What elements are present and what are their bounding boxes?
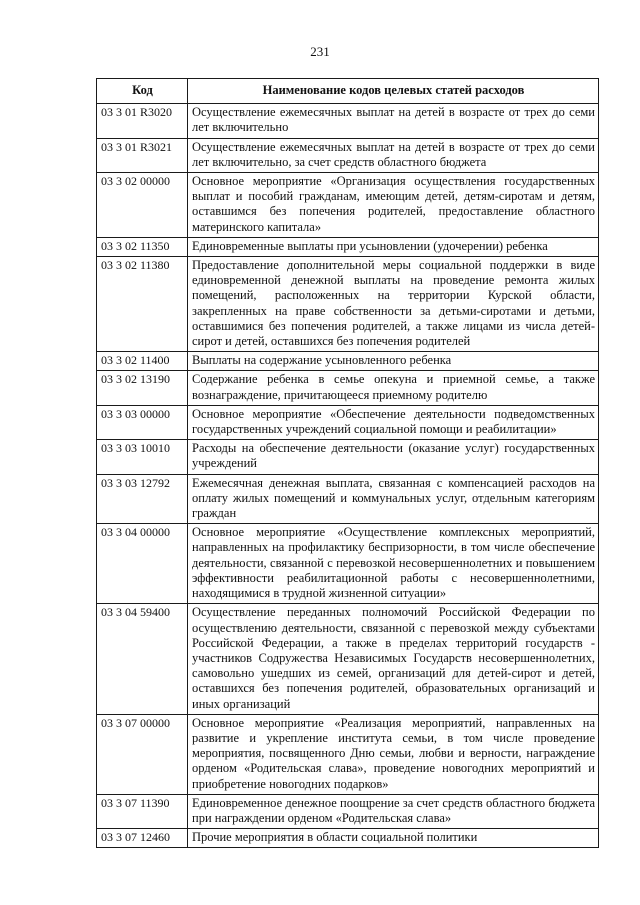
table-row [97, 257, 599, 352]
table-row [97, 371, 599, 405]
row-code: 03 3 02 11380 [97, 257, 188, 352]
table-row [97, 829, 599, 848]
row-code: 03 3 07 00000 [97, 714, 188, 794]
table-row [97, 104, 599, 138]
row-name: Осуществление переданных полномочий Российской Федерации по осуществлению деятельности, связанной с перевозкой между субъектами Российской Федерации, а также в пределах территорий государств - участников Содружества Независимых Государств несовершеннолетних, самовольно ушедших из семей, организаций для детей-сирот и детей, оставшихся без попечения родителей, образовательных организаций и иных организаций [188, 604, 599, 714]
row-name: Основное мероприятие «Организация осуществления государственных выплат и пособий гражданам, имеющим детей, детям-сиротам и детям, оставшимся без попечения родителей, предоставление областного материнского капитала» [188, 173, 599, 238]
header-name: Наименование кодов целевых статей расходов [188, 79, 599, 104]
row-name: Осуществление ежемесячных выплат на детей в возрасте от трех до семи лет включительно [188, 104, 599, 138]
row-name: Единовременные выплаты при усыновлении (удочерении) ребенка [188, 237, 599, 256]
table-header-row [97, 79, 599, 104]
row-code: 03 3 03 00000 [97, 405, 188, 439]
row-name: Предоставление дополнительной меры социальной поддержки в виде единовременной денежной выплаты на проведение ремонта жилых помещений, расположенных на территории Курской области, закрепленных на праве собственности за детьми-сиротами и детьми, оставшимися без попечения родителей, а также лицами из числа детей-сирот и детей, оставшихся без попечения родителей [188, 257, 599, 352]
row-code: 03 3 07 12460 [97, 829, 188, 848]
row-name: Выплаты на содержание усыновленного ребенка [188, 352, 599, 371]
row-name: Основное мероприятие «Обеспечение деятельности подведомственных государственных учреждений социальной помощи и реабилитации» [188, 405, 599, 439]
table-row [97, 794, 599, 828]
table-row [97, 138, 599, 172]
row-code: 03 3 02 11350 [97, 237, 188, 256]
target-codes-table [96, 78, 599, 848]
table-row [97, 173, 599, 238]
table-row [97, 604, 599, 714]
row-code: 03 3 01 R3021 [97, 138, 188, 172]
table-row [97, 474, 599, 524]
table-row [97, 237, 599, 256]
row-name: Содержание ребенка в семье опекуна и приемной семье, а также вознаграждение, причитающееся приемному родителю [188, 371, 599, 405]
row-code: 03 3 07 11390 [97, 794, 188, 828]
row-name: Основное мероприятие «Реализация мероприятий, направленных на развитие и укрепление института семьи, в том числе проведение мероприятия, посвященного Дню семьи, любви и верности, награждение орденом «Родительская слава», проведение новогодних мероприятий и приобретение новогодних подарков» [188, 714, 599, 794]
row-name: Прочие мероприятия в области социальной политики [188, 829, 599, 848]
row-code: 03 3 03 10010 [97, 440, 188, 474]
row-name: Основное мероприятие «Осуществление комплексных мероприятий, направленных на профилактику беспризорности, в том числе обеспечение деятельности, связанной с перевозкой несовершеннолетних и повышением эффективности реабилитационной работы с несовершеннолетними, находящимися в трудной жизненной ситуации» [188, 524, 599, 604]
row-code: 03 3 01 R3020 [97, 104, 188, 138]
row-code: 03 3 02 00000 [97, 173, 188, 238]
row-name: Ежемесячная денежная выплата, связанная с компенсацией расходов на оплату жилых помещений и коммунальных услуг, отдельным категориям граждан [188, 474, 599, 524]
table-row [97, 714, 599, 794]
row-code: 03 3 04 59400 [97, 604, 188, 714]
row-code: 03 3 02 11400 [97, 352, 188, 371]
row-name: Расходы на обеспечение деятельности (оказание услуг) государственных учреждений [188, 440, 599, 474]
table-row [97, 405, 599, 439]
row-code: 03 3 03 12792 [97, 474, 188, 524]
table-row [97, 440, 599, 474]
row-name: Осуществление ежемесячных выплат на детей в возрасте от трех до семи лет включительно, за счет средств областного бюджета [188, 138, 599, 172]
page-number: 231 [310, 44, 330, 59]
row-code: 03 3 04 00000 [97, 524, 188, 604]
table-row [97, 524, 599, 604]
header-code: Код [97, 79, 188, 104]
table-row [97, 352, 599, 371]
row-code: 03 3 02 13190 [97, 371, 188, 405]
row-name: Единовременное денежное поощрение за счет средств областного бюджета при награждении орденом «Родительская слава» [188, 794, 599, 828]
